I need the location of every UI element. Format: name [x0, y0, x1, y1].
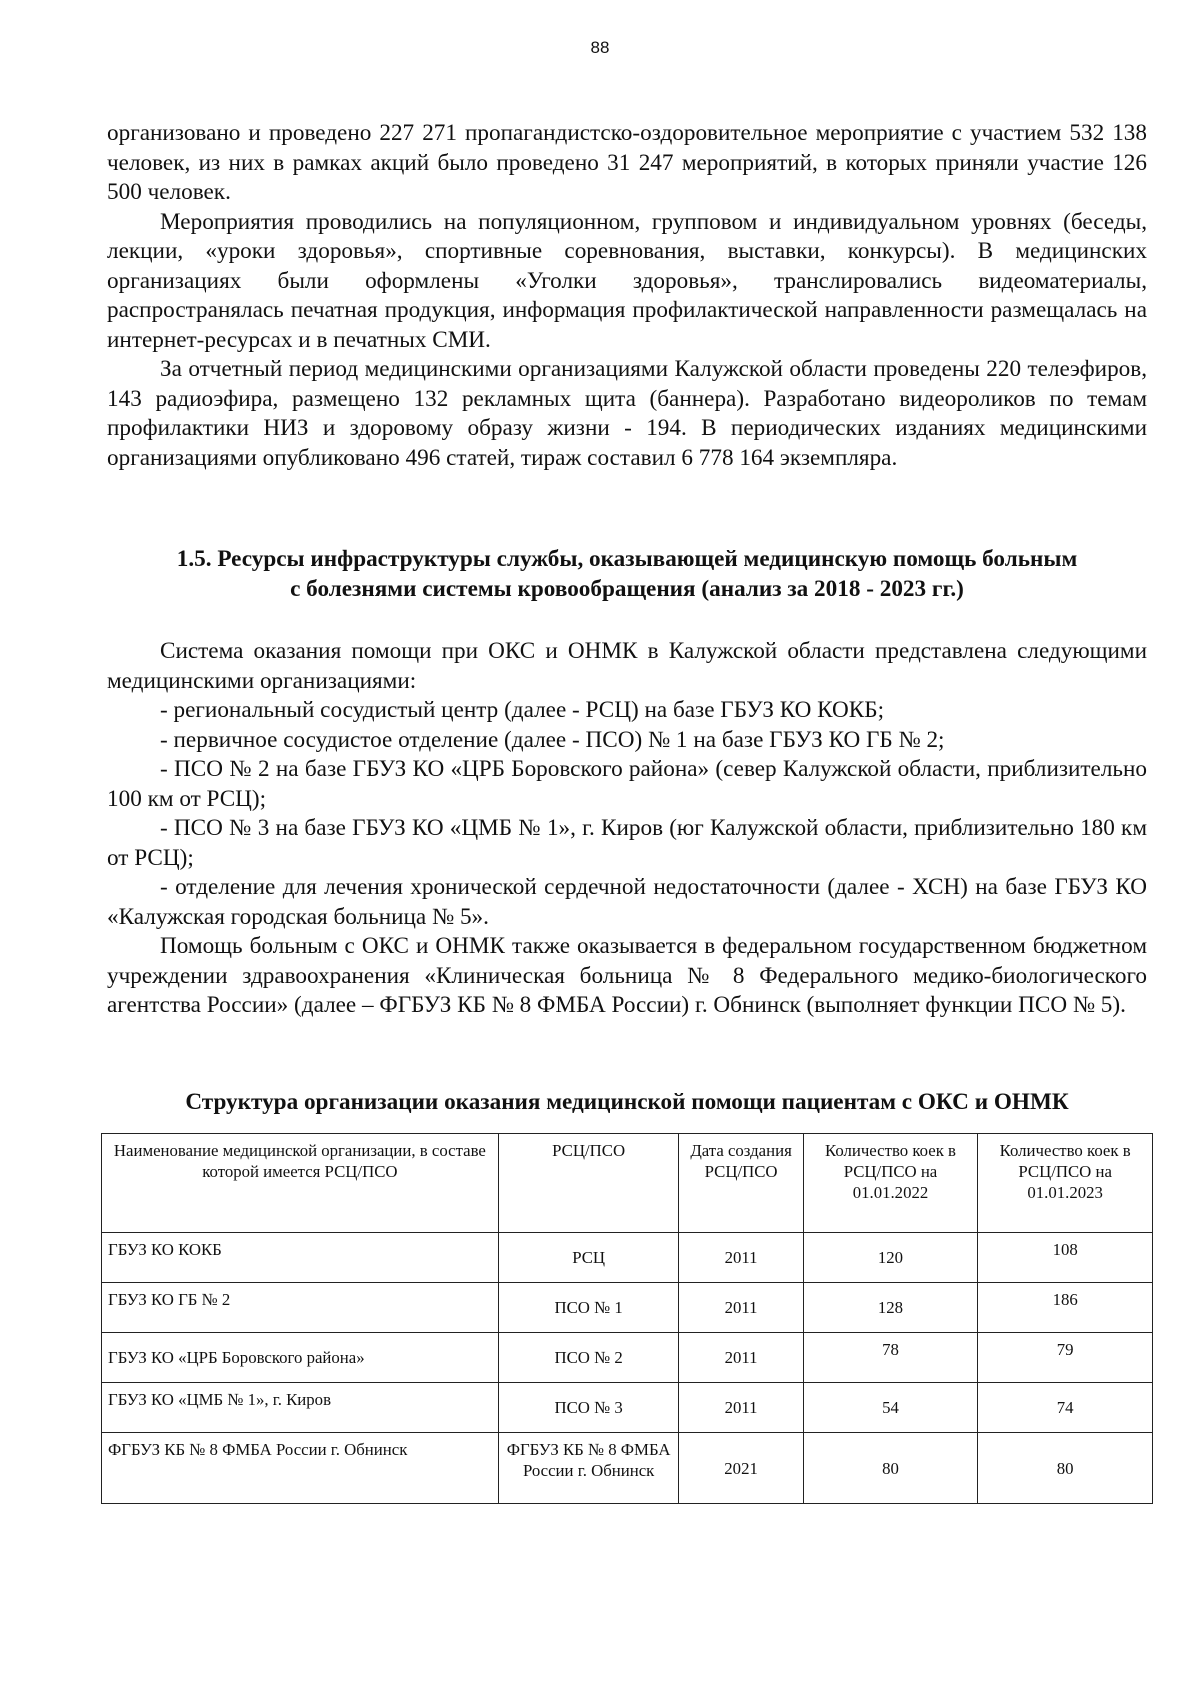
paragraph: Система оказания помощи при ОКС и ОНМК в Калужской области представлена следующими медицинскими организациями:	[107, 638, 1147, 694]
table-row	[102, 1433, 1153, 1504]
table-title: Структура организации оказания медицинской помощи пациентам с ОКС и ОНМК	[185, 1089, 1069, 1115]
table-cell: ПСО № 3	[498, 1383, 679, 1433]
table-header-row	[102, 1134, 1153, 1233]
table-cell: ПСО № 2	[498, 1333, 679, 1383]
table-cell: ФГБУЗ КБ № 8 ФМБА России г. Обнинск	[498, 1433, 679, 1504]
table-cell: 2011	[679, 1233, 803, 1283]
table-cell: ГБУЗ КО «ЦРБ Боровского района»	[102, 1333, 499, 1383]
table-cell: ГБУЗ КО ГБ № 2	[102, 1283, 499, 1333]
list-item: - региональный сосудистый центр (далее - РСЦ) на базе ГБУЗ КО КОКБ;	[160, 697, 885, 723]
column-header: Наименование медицинской организации, в составе которой имеется РСЦ/ПСО	[102, 1134, 499, 1233]
list-item: - первичное сосудистое отделение (далее - ПСО) № 1 на базе ГБУЗ КО ГБ № 2;	[160, 726, 945, 753]
table-cell: 78	[803, 1333, 978, 1383]
section-heading	[107, 544, 1147, 604]
table-cell: ФГБУЗ КБ № 8 ФМБА России г. Обнинск	[102, 1433, 499, 1504]
table-cell: 80	[978, 1433, 1153, 1504]
table-cell: 186	[978, 1283, 1153, 1333]
organizations-table	[101, 1133, 1153, 1504]
table-cell: 79	[978, 1333, 1153, 1383]
table-row	[102, 1233, 1153, 1283]
paragraph: организовано и проведено 227 271 пропагандистско-оздоровительное мероприятие с участием 532 138 человек, из них в рамках акций было проведено 31 247 мероприятий, в которых приняли участие 126 500 человек.	[107, 120, 1147, 205]
table-cell: 2011	[679, 1383, 803, 1433]
page-number: 88	[590, 38, 610, 57]
table-cell: РСЦ	[498, 1233, 679, 1283]
table-cell: 2011	[679, 1283, 803, 1333]
column-header: Количество коек в РСЦ/ПСО на 01.01.2022	[803, 1134, 978, 1233]
table-cell: 120	[803, 1233, 978, 1283]
table-row	[102, 1283, 1153, 1333]
section-heading-line: 1.5. Ресурсы инфраструктуры службы, оказывающей медицинскую помощь больным	[176, 546, 1078, 572]
list-item: - ПСО № 2 на базе ГБУЗ КО «ЦРБ Боровского района» (север Калужской области, приблизительно 100 км от РСЦ);	[107, 756, 1147, 812]
table-cell: 54	[803, 1383, 978, 1433]
column-header: Количество коек в РСЦ/ПСО на 01.01.2023	[978, 1134, 1153, 1233]
table-cell: 74	[978, 1383, 1153, 1433]
section-text	[107, 637, 1147, 1021]
paragraph: За отчетный период медицинскими организациями Калужской области проведены 220 телеэфиров, 143 радиоэфира, размещено 132 рекламных щита (баннера). Разработано видеороликов по темам профилактики НИЗ и здоровому образу жизни - 194. В периодических изданиях медицинскими организациями опубликовано 496 статей, тираж составил 6 778 164 экземпляра.	[107, 356, 1147, 471]
list-item: - отделение для лечения хронической сердечной недостаточности (далее - ХСН) на базе ГБУЗ КО «Калужская городская больница № 5».	[107, 874, 1147, 930]
column-header: РСЦ/ПСО	[498, 1134, 679, 1233]
table-row	[102, 1333, 1153, 1383]
paragraph: Помощь больным с ОКС и ОНМК также оказывается в федеральном государственном бюджетном учреждении здравоохранения «Клиническая больница № 8 Федерального медико-биологического агентства России» (далее – ФГБУЗ КБ № 8 ФМБА России) г. Обнинск (выполняет функции ПСО № 5).	[107, 933, 1147, 1018]
table-row	[102, 1383, 1153, 1433]
table-cell: ГБУЗ КО «ЦМБ № 1», г. Киров	[102, 1383, 499, 1433]
paragraph: Мероприятия проводились на популяционном, групповом и индивидуальном уровнях (беседы, лекции, «уроки здоровья», спортивные соревнования, выставки, конкурсы). В медицинских организациях были оформлены «Уголки здоровья», транслировались видеоматериалы, распространялась печатная продукция, информация профилактической направленности размещалась на интернет-ресурсах и в печатных СМИ.	[107, 208, 1147, 353]
intro-text	[107, 119, 1147, 473]
table-cell: 2011	[679, 1333, 803, 1383]
table-cell: 128	[803, 1283, 978, 1333]
table-cell: 108	[978, 1233, 1153, 1283]
list-item: - ПСО № 3 на базе ГБУЗ КО «ЦМБ № 1», г. Киров (юг Калужской области, приблизительно 180 км от РСЦ);	[107, 815, 1147, 871]
table-cell: 80	[803, 1433, 978, 1504]
table-cell: 2021	[679, 1433, 803, 1504]
section-heading-line: с болезнями системы кровообращения (анализ за 2018 - 2023 гг.)	[290, 576, 964, 602]
column-header: Дата создания РСЦ/ПСО	[679, 1134, 803, 1233]
table-cell: ГБУЗ КО КОКБ	[102, 1233, 499, 1283]
table-cell: ПСО № 1	[498, 1283, 679, 1333]
